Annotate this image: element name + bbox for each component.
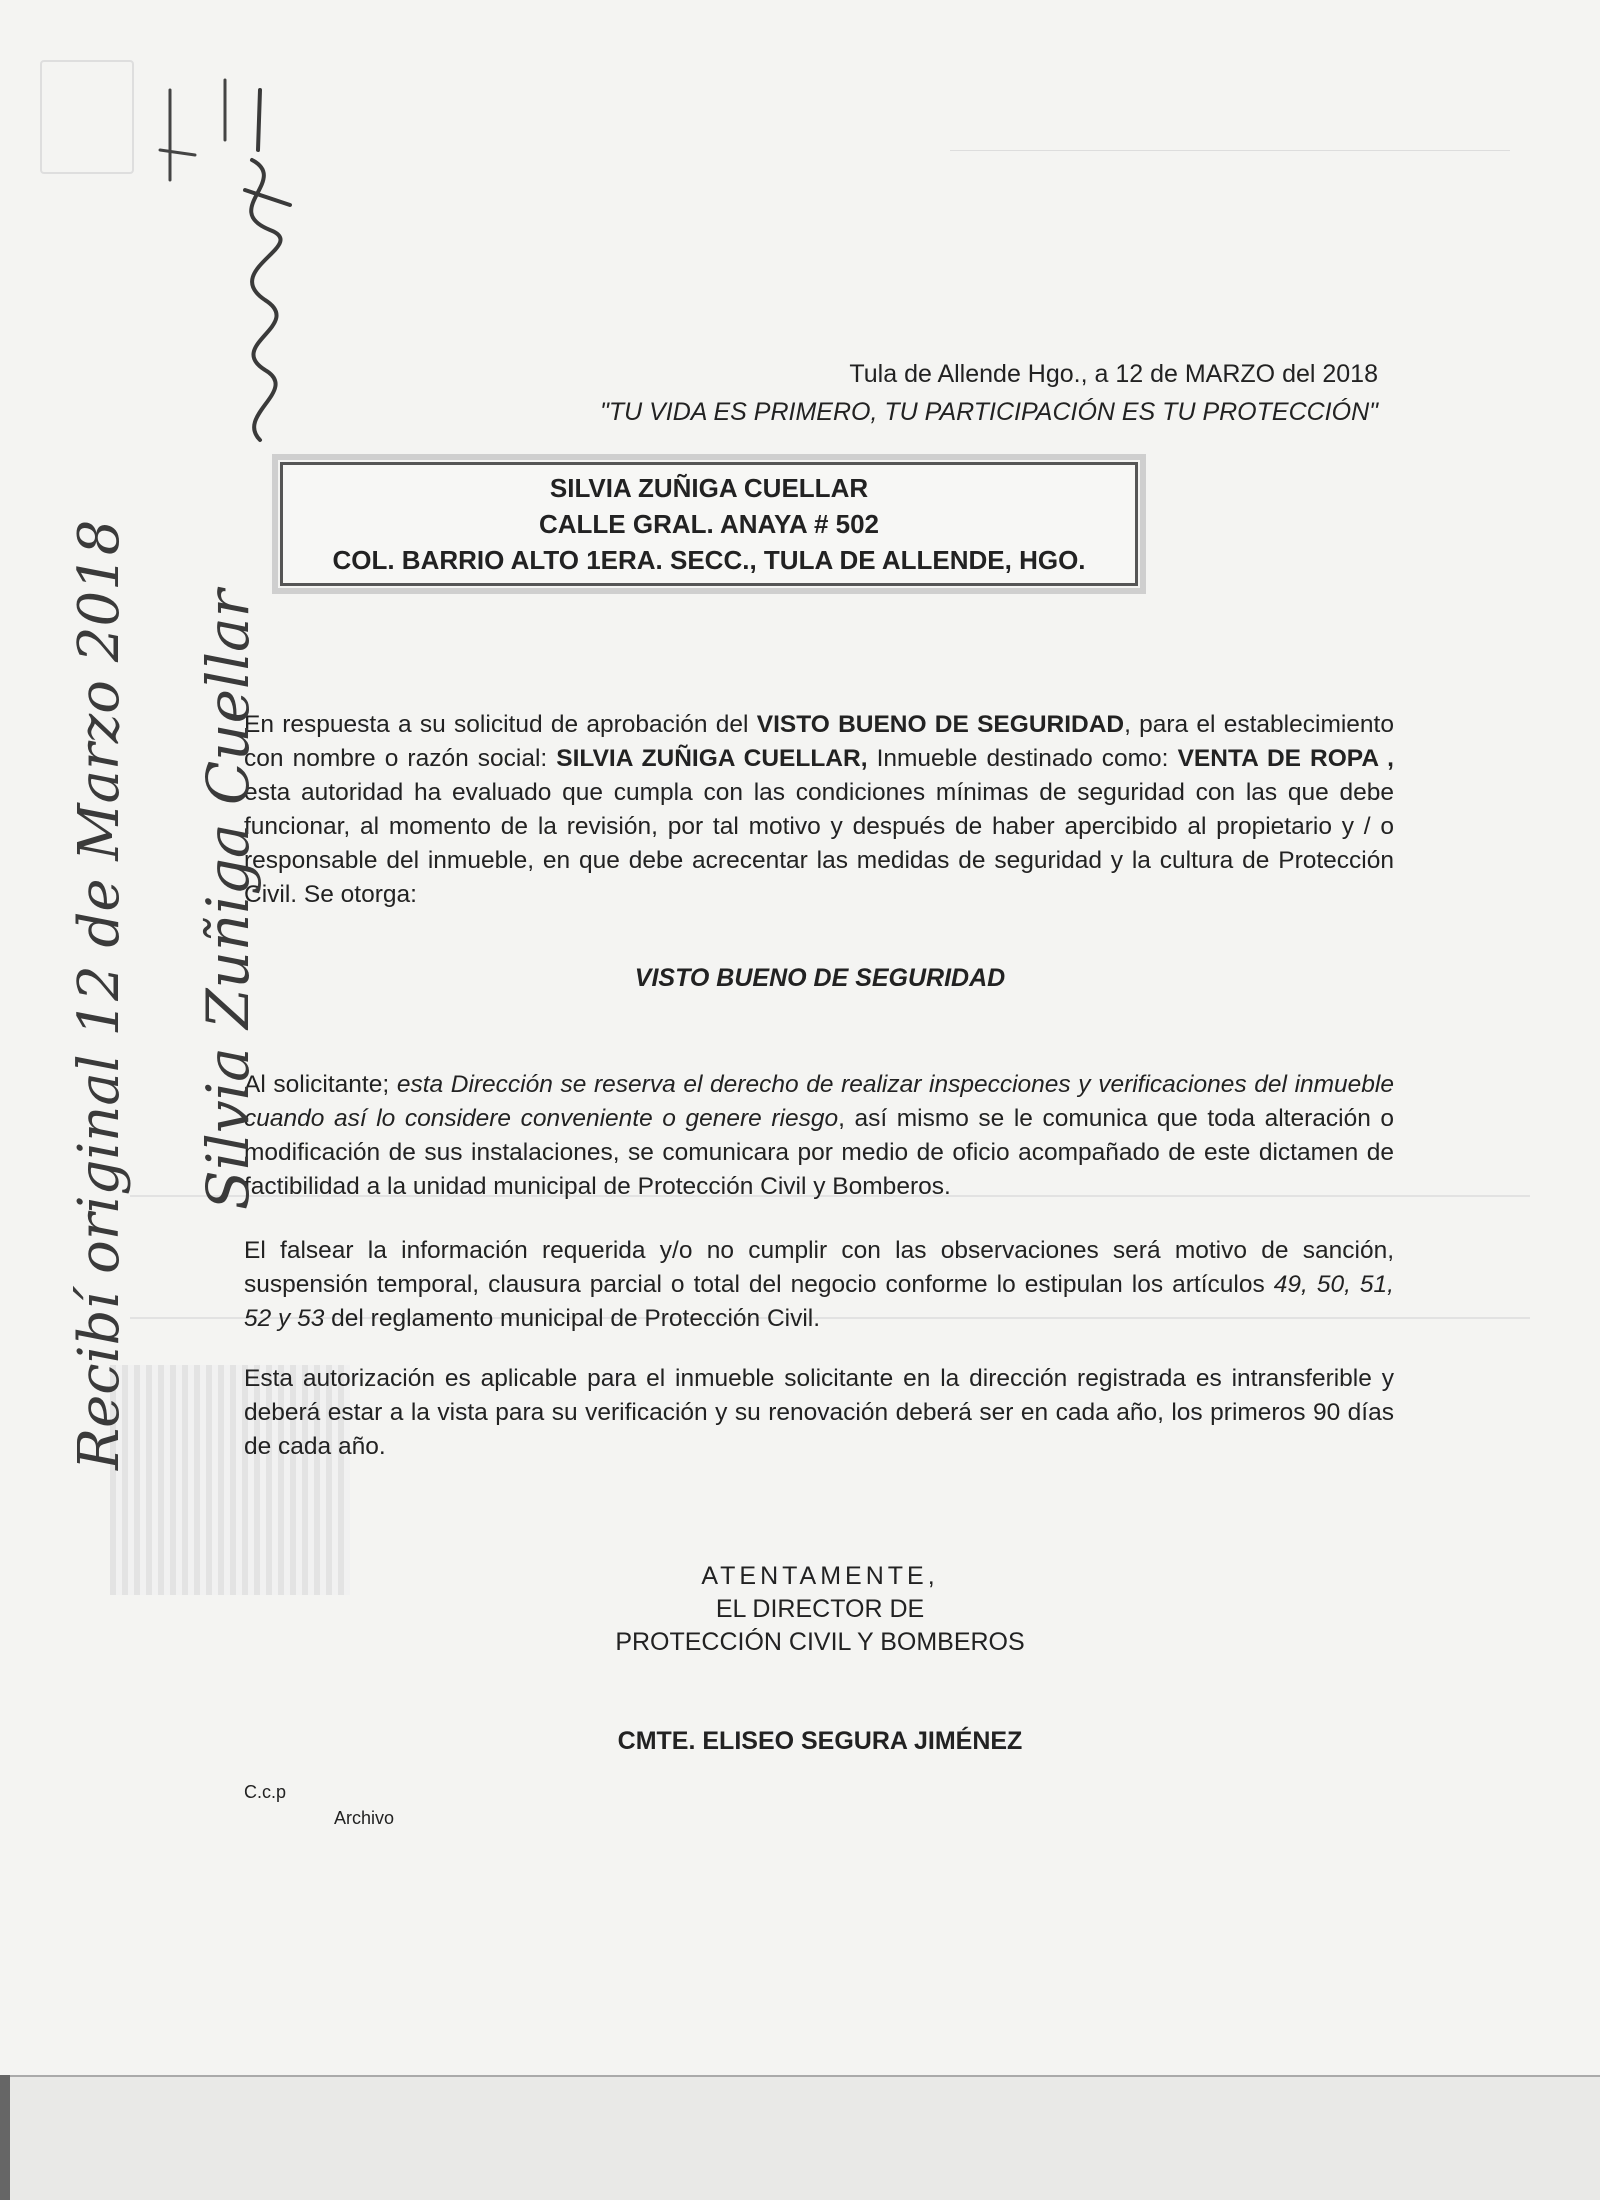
closing-regards: ATENTAMENTE, (701, 1562, 939, 1590)
p2-italic-1: esta Dirección se reserva el derecho de realizar inspecciones y verificaciones del inmueble cuando así lo considere conveniente o genere riesgo (244, 1071, 1394, 1132)
recipient-colony: COL. BARRIO ALTO 1ERA. SECC., TULA DE ALLENDE, HGO. (332, 545, 1086, 575)
p2-text-2: , así mismo se le comunica que toda alteración o modificación de sus instalaciones, se comunicara por medio de oficio acompañado de este dictamen de factibilidad a la unidad municipal de Protección Civil y Bomberos. (244, 1105, 1395, 1200)
signature-scribble (245, 90, 290, 440)
p1-text-1: En respuesta a su solicitud de aprobación del (244, 711, 757, 738)
recipient-address-box (280, 462, 1138, 586)
p1-text-3: Inmueble destinado como: (867, 745, 1178, 772)
date-line: Tula de Allende Hgo., a 12 de MARZO del 2018 (849, 360, 1378, 388)
cc-item: Archivo (334, 1808, 395, 1828)
scan-left-edge-shadow (0, 2075, 10, 2200)
closing-title-line1: EL DIRECTOR DE (715, 1595, 925, 1623)
recipient-name: SILVIA ZUÑIGA CUELLAR (549, 473, 869, 503)
subject-heading: VISTO BUENO DE SEGURIDAD (634, 964, 1006, 992)
paragraph-request (244, 708, 1394, 912)
handwritten-line-2: Silvia Zuñiga Cuellar (194, 589, 262, 1210)
recipient-street: CALLE GRAL. ANAYA # 502 (538, 509, 880, 539)
p3-text-2: del reglamento municipal de Protección Civil. (324, 1305, 821, 1332)
cc-label: C.c.p (244, 1782, 287, 1802)
p3-text-1: El falsear la información requerida y/o no cumplir con las observaciones será motivo de sanción, suspensión temporal, clausura parcial o total del negocio conforme lo estipulan los artículos (244, 1237, 1394, 1298)
motto: "TU VIDA ES PRIMERO, TU PARTICIPACIÓN ES TU PROTECCIÓN" (599, 398, 1378, 426)
margin-tick-marks (160, 80, 225, 180)
p1-bold-3: VENTA DE ROPA , (1177, 745, 1394, 772)
closing-title-line2: PROTECCIÓN CIVIL Y BOMBEROS (615, 1628, 1025, 1656)
signer-name: CMTE. ELISEO SEGURA JIMÉNEZ (617, 1727, 1023, 1755)
p1-bold-1: VISTO BUENO DE SEGURIDAD (756, 711, 1125, 738)
p2-text-1: Al solicitante; (244, 1071, 397, 1098)
p3-italic-1: 49, 50, 51, 52 y 53 (244, 1271, 1394, 1332)
paragraph-validity: Esta autorización es aplicable para el inmueble solicitante en la dirección registrada es intransferible y deberá estar a la vista para su verificación y su renovación deberá ser en cada año, los primeros 90 días de cada año. (244, 1365, 1394, 1460)
p1-text-2: , para el establecimiento con nombre o razón social: (244, 711, 1394, 772)
handwritten-line-1: Recibí original 12 de Marzo 2018 (67, 519, 132, 1470)
paragraph-inspections (244, 1068, 1394, 1204)
closing-block (0, 1560, 1600, 1659)
handwritten-receipt-note (20, 70, 320, 1570)
p1-text-4: esta autoridad ha evaluado que cumpla con las condiciones mínimas de seguridad con las que debe funcionar, al momento de la revisión, por tal motivo y después de haber apercibido al propietario y / o responsable del inmueble, en que debe acrecentar las medidas de seguridad y la cultura de Protección Civil. Se otorga: (244, 779, 1394, 908)
scan-bottom-edge (0, 2075, 1600, 2200)
paragraph-sanctions (244, 1234, 1394, 1336)
p1-bold-2: SILVIA ZUÑIGA CUELLAR, (556, 745, 868, 772)
